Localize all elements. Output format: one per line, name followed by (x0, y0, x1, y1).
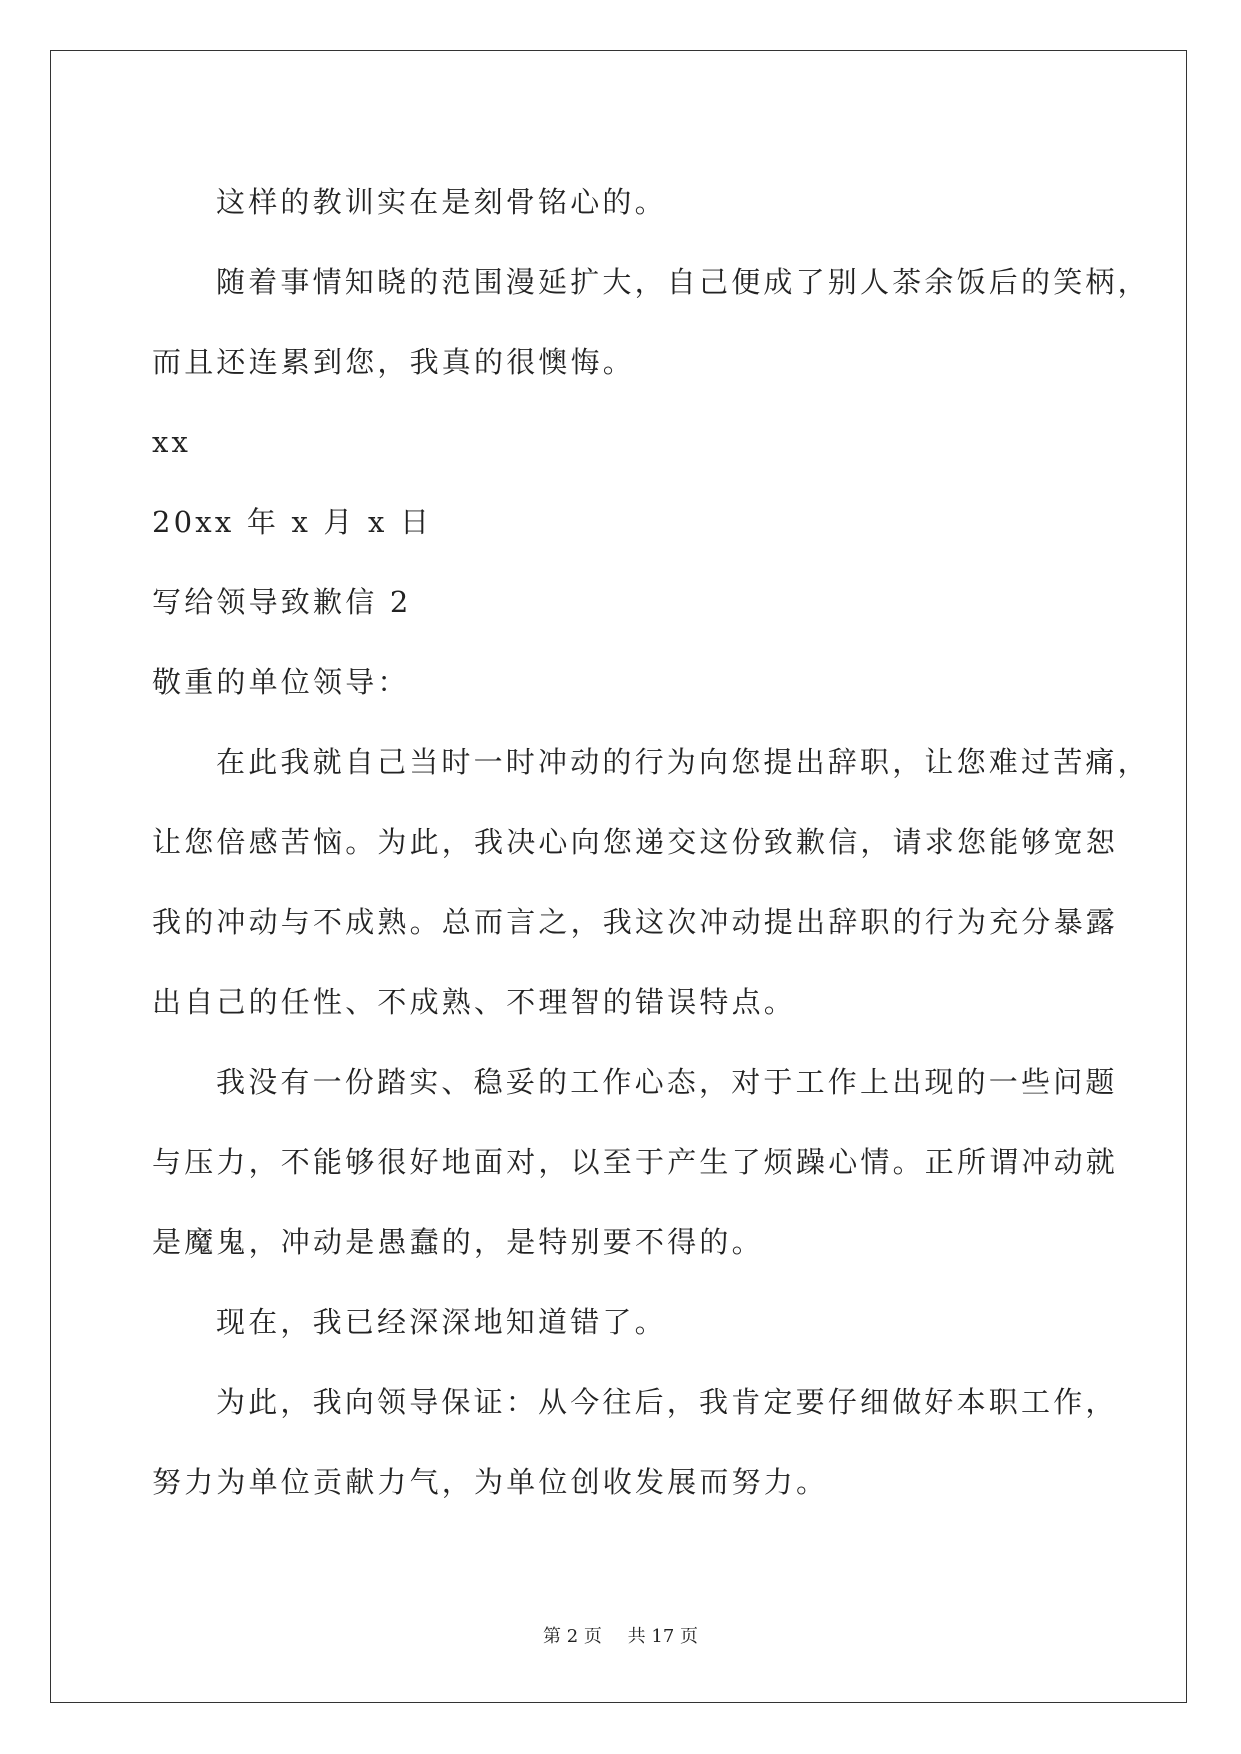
text-line: 努力为单位贡献力气，为单位创收发展而努力。 (152, 1465, 829, 1499)
text-line: 出自己的任性、不成熟、不理智的错误特点。 (152, 985, 797, 1019)
page-footer (0, 1622, 1241, 1648)
signature-name: xx (152, 425, 192, 459)
text-line: 随着事情知晓的范围漫延扩大，自己便成了别人茶余饭后的笑柄， (216, 265, 1150, 299)
text-line: 是魔鬼，冲动是愚蠢的，是特别要不得的。 (152, 1225, 764, 1259)
text-line: 我的冲动与不成熟。总而言之，我这次冲动提出辞职的行为充分暴露 (152, 905, 1119, 939)
page-total: 共 17 页 (627, 1626, 698, 1647)
text-line: 为此，我向领导保证：从今往后，我肯定要仔细做好本职工作， (216, 1385, 1118, 1419)
text-line: 而且还连累到您，我真的很懊悔。 (152, 345, 636, 379)
text-line: 与压力，不能够很好地面对，以至于产生了烦躁心情。正所谓冲动就 (152, 1145, 1119, 1179)
text-line: 现在，我已经深深地知道错了。 (216, 1305, 667, 1339)
text-line: 这样的教训实在是刻骨铭心的。 (216, 185, 667, 219)
salutation: 敬重的单位领导： (152, 665, 410, 699)
text-line: 让您倍感苦恼。为此，我决心向您递交这份致歉信，请求您能够宽恕 (152, 825, 1119, 859)
document-body (152, 162, 1150, 1522)
page-number: 第 2 页 (543, 1626, 602, 1647)
text-line: 我没有一份踏实、稳妥的工作心态，对于工作上出现的一些问题 (216, 1065, 1118, 1099)
section-title: 写给领导致歉信 2 (152, 585, 412, 619)
signature-date: 20xx 年 x 月 x 日 (152, 505, 433, 539)
text-line: 在此我就自己当时一时冲动的行为向您提出辞职，让您难过苦痛， (216, 745, 1150, 779)
